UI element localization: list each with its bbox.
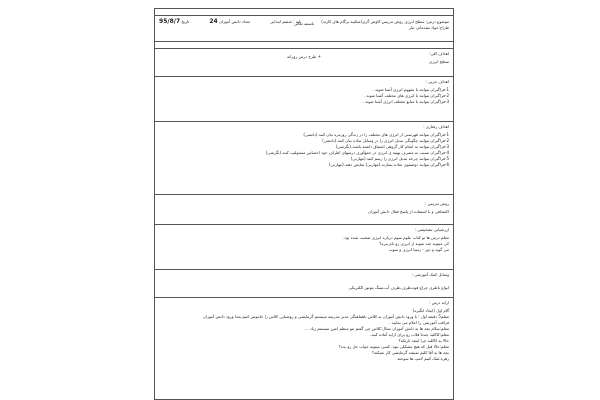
presentation-line: معلم:کاکلید چندتا قلاب رو برای ارایه آماده کنید. [369, 332, 449, 337]
presentation-line: معلم:حالا قبل که هیچ مشکلی نبود. کسی میتونه جواب حل رو بده؟ [338, 344, 449, 349]
presentation-line: زهره:شک کنیم لامپ ها سوخته [397, 356, 449, 361]
designer-line: طراح:جواد مقدماتی تبار [409, 25, 449, 30]
materials-line: انواع باطری چراغ قوه،ظرف،ظرف آب،سنگ موتور الکتریکی [348, 285, 449, 290]
teaching-method-line: اکتشافی و با استفاده از پاسخ فعال دانش آموزان [367, 209, 449, 214]
presentation-line: گام اول (ایجاد انگیزه) [412, 308, 449, 313]
topic-label: موضوع درس: [425, 18, 449, 24]
general-goal-title: اهداف کلی: [429, 51, 449, 56]
presentation-line: فراقب آموزشی را اعلام می نمایید . [389, 320, 449, 325]
behavioral-goal-item: 2-فراگیران بتوانند چگونگی تبدیل انرژی را در وسایل ساده بیان کنند.(دانشی) [322, 138, 449, 143]
student-count-label: تعداد دانش آموزان [218, 18, 250, 24]
grade-label: پایه : ششم ابتدایی [269, 18, 302, 24]
intermediate-goal-item: 1-فراگیران بتوانند با مفهوم انرژی آشنا شوند . [372, 87, 449, 92]
student-count-value: 24 [209, 17, 218, 25]
diagnostic-title: ارزشیابی تشخیصی : [414, 227, 449, 232]
behavioral-goal-item: 4-فراگیران نسبت به مصرف بهینه ی انرژی در جمع‌آوری درسهای اطراف خود احساس مسئولیت کنند.(نگرشی) [265, 150, 449, 155]
info-line [159, 18, 449, 25]
materials-section [155, 270, 453, 298]
diagnostic-section [155, 225, 453, 270]
diagnostic-line: می گوید و دور - زمینا انرژی و صوت [388, 247, 449, 252]
intermediate-goal-item: 2-فراگیران بتوانند با انرژی های مختلف آشنا شوند . [363, 93, 449, 98]
behavioral-goals-title: اهداف رفتاری : [423, 124, 449, 129]
topic-value: سطح انرژی روش تدریس:کاوش گری(شکیبه برگام های کاربد) [321, 18, 425, 24]
daily-plan-link[interactable]: + طرح درس روزانه [287, 54, 321, 59]
intermediate-goals-section [155, 77, 453, 122]
materials-title: وسایل کمک آموزشی : [411, 272, 449, 277]
presentation-line: حالا به کاکلید چرا اینقد تاریکه؟ [398, 338, 449, 343]
info-header [155, 16, 453, 42]
diagnostic-line: کی میتونه چند نمونه از انرژی رو نام ببره؟ [379, 241, 449, 246]
behavioral-goal-item: 3-فراگیران بتوانند به انجام کار گروهی اشتیاق داشته باشند.(نگرشی) [335, 144, 449, 149]
intermediate-goals-title: اهداف جزیی : [425, 79, 449, 84]
behavioral-goal-item: 5-فراگیران بتوانند چرخه تبدیل انرژی را رسم کنند.(مهارتی) [350, 156, 449, 161]
general-goal-line: سطح انرژی [429, 59, 449, 64]
lesson-plan-page [154, 8, 454, 400]
presentation-line: معلم:سلام بچه ها به دانش آموزان سئال:کلاس چی گفتم نتو منظم اصن سیستم زیاد ... [304, 326, 449, 331]
presentation-title: ارایه درس : [429, 300, 449, 305]
behavioral-goal-item: 6-فراگیران بتوانند دوصفوی ساده بسازند.(مهارتی) نمایش دهند.(مهارتی) [329, 162, 449, 167]
behavioral-goal-item: 1-فراگیران بتوانند فهرستی از انرژی های مختلف را در زندگی روزمره بیان کنند.(دانشی) [303, 132, 449, 137]
behavioral-goals-section [155, 122, 453, 195]
diagnostic-line: معلم درس ها تو کتاب علوم سوم درباره انرژی صحبت شده بود. [343, 235, 449, 240]
presentation-line: بچه ها به آقا کلیم نمیشد گرمایشی کار نمیکنه؟ [371, 350, 449, 355]
page-title: باسمه تعالی [293, 21, 315, 26]
teaching-method-title: روش تدریس : [425, 201, 449, 206]
date-label: تاریخ [181, 18, 190, 24]
presentation-section [155, 298, 453, 400]
date-value: 95/8/7 [159, 17, 181, 25]
teaching-method-section [155, 195, 453, 225]
intermediate-goal-item: 3-فراگیران بتوانند با منابع مختلف انرژی آشنا شوند . [362, 99, 449, 104]
general-goal-section [155, 49, 453, 77]
presentation-line: معلم5 دقیقه اول : با ورود دانش آموزان به کلاس باهماهنگی مدیر مدرسه سیستم گرمایشی و روشنایی کلاس را خاموش کنیم.بعدا ورود دانش آموزان [202, 314, 449, 319]
